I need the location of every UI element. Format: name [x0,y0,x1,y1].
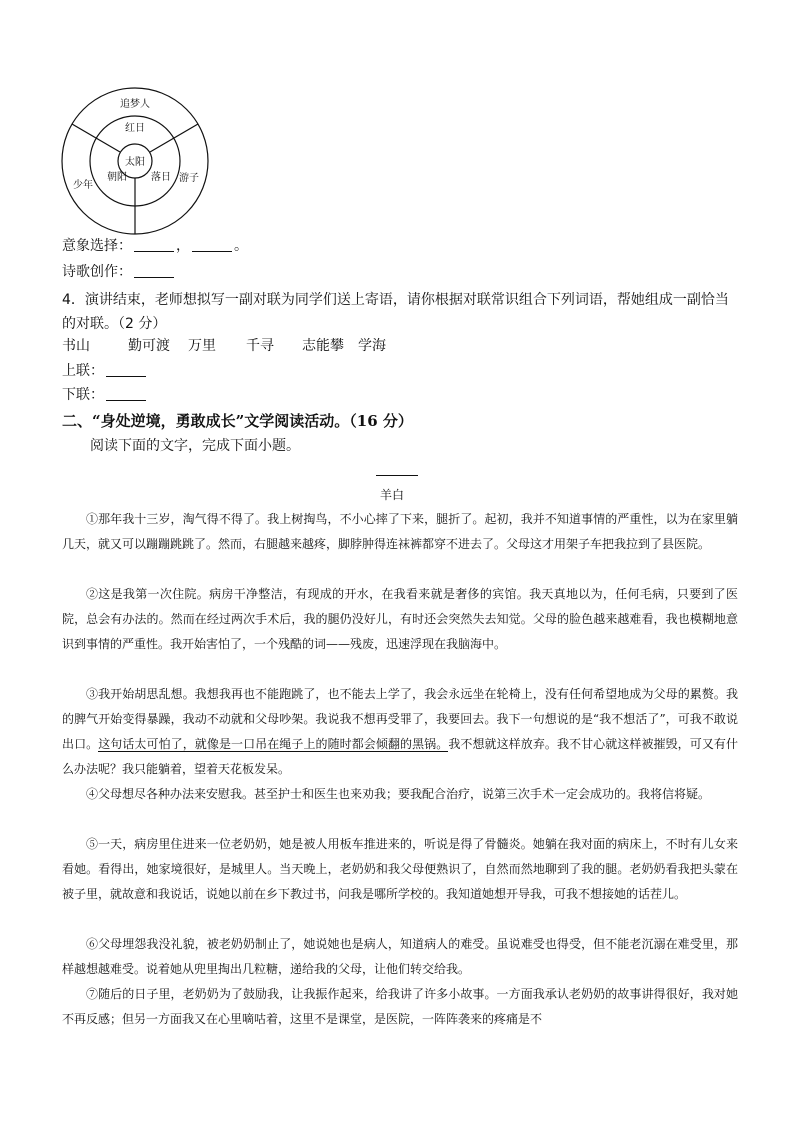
story-paragraph-3-part-b: 我不想就这样放弃。我不甘心就这样被摧毁，可又有什么办法呢？我只能躺着，望着天花板发呆。 [62,737,738,776]
upper-couplet-line [62,361,148,381]
label-middle-right: 落日 [151,172,171,183]
imagery-choice-line [62,236,248,256]
word-5: 志能攀 [302,338,344,354]
story-paragraph-2: ②这是我第一次住院。病房干净整洁，有现成的开水，在我看来就是奢侈的宾馆。我天真地以为，任何毛病，只要到了医院，总会有办法的。然而在经过两次手术后，我的腿仍没好儿，有时还会突然失去知觉。父母的脸色越来越难看，我也模糊地意识到事情的严重性。我开始害怕了，一个残酷的词——残废，迅速浮现在我脑海中。 [62,587,738,651]
imagery-circle-diagram [60,86,210,236]
upper-couplet-blank[interactable] [106,362,146,377]
poem-creation-blank[interactable] [134,263,174,278]
story-paragraph-3-part-a: ③我开始胡思乱想。我想我再也不能跑跳了，也不能去上学了，我会永远坐在轮椅上，没有任何希望地成为父母的累赘。我的脾气开始变得暴躁，我动不动就和父母吵架。我说我不想再受罪了，我要回去。我下一句想说的是“我不想活了”，可我不敢说出口。 [62,687,738,751]
section-2-title: 二、“身处逆境，勇敢成长”文学阅读活动。（16 分） [62,412,413,430]
word-2: 勤可渡 [128,338,170,354]
lower-couplet-label: 下联： [62,387,104,403]
label-outer-top: 追梦人 [120,99,150,110]
word-4: 千寻 [246,338,274,354]
underlined-sentence: 这句话太可怕了，就像是一口吊在绳子上的随时都会倾翻的黑锅。 [98,737,449,751]
poem-creation-label: 诗歌创作： [62,264,132,280]
divider-left [72,124,120,152]
imagery-end: 。 [234,238,248,254]
story-title: 羊白 [380,488,405,502]
question-4-text: 4．演讲结束，老师想拟写一副对联为同学们送上寄语，请你根据对联常识组合下列词语，帮她组成一副恰当的对联。（2 分） [62,292,729,332]
story-title-blank[interactable] [376,475,418,476]
label-middle-left: 朝阳 [107,172,127,183]
story-paragraph-5: ⑤一天，病房里住进来一位老奶奶，她是被人用板车推进来的，听说是得了骨髓炎。她躺在我对面的病床上，不时有儿女来看她。看得出，她家境很好，是城里人。当天晚上，老奶奶和我父母便熟识了，自然而然地聊到了我的腿。老奶奶看我把头蒙在被子里，就故意和我说话，说她以前在乡下教过书，问我是哪所学校的。我知道她想开导我，可我不想接她的话茬儿。 [62,837,738,901]
upper-couplet-label: 上联： [62,363,104,379]
imagery-separator: ， [176,238,190,254]
story-paragraph-3 [62,682,738,782]
label-middle-top: 红日 [125,123,145,134]
label-outer-left: 少年 [73,180,93,191]
imagery-blank-2[interactable] [192,237,232,252]
reading-instruction: 阅读下面的文字，完成下面小题。 [90,438,300,454]
word-1: 书山 [62,338,90,354]
story-paragraph-7: ⑦随后的日子里，老奶奶为了鼓励我，让我振作起来，给我讲了许多小故事。一方面我承认老奶奶的故事讲得很好，我对她不再反感；但另一方面我又在心里嘀咕着，这里不是课堂，是医院，一阵阵袭来的疼痛是不 [62,987,738,1026]
word-6: 学海 [358,338,386,354]
divider-right [150,124,198,152]
imagery-blank-1[interactable] [134,237,174,252]
lower-couplet-blank[interactable] [106,386,146,401]
story-paragraph-4: ④父母想尽各种办法来安慰我。甚至护士和医生也来劝我；要我配合治疗，说第三次手术一定会成功的。我将信将疑。 [86,787,711,801]
story-paragraph-6: ⑥父母埋怨我没礼貌，被老奶奶制止了，她说她也是病人，知道病人的难受。虽说难受也得受，但不能老沉溺在难受里，那样越想越难受。说着她从兜里掏出几粒糖，递给我的父母，让他们转交给我。 [62,937,738,976]
imagery-choice-label: 意象选择： [62,238,132,254]
label-center: 太阳 [125,157,145,168]
couplet-word-bank [62,336,386,356]
poem-creation-line [62,262,176,282]
lower-couplet-line [62,385,148,405]
story-paragraph-1: ①那年我十三岁，淘气得不得了。我上树掏鸟，不小心摔了下来，腿折了。起初，我并不知道事情的严重性，以为在家里躺几天，就又可以蹦蹦跳跳了。然而，右腿越来越疼，脚脖肿得连袜裤都穿不进去了。父母这才用架子车把我拉到了县医院。 [62,512,738,551]
word-3: 万里 [188,338,216,354]
label-outer-right: 游子 [179,173,199,184]
